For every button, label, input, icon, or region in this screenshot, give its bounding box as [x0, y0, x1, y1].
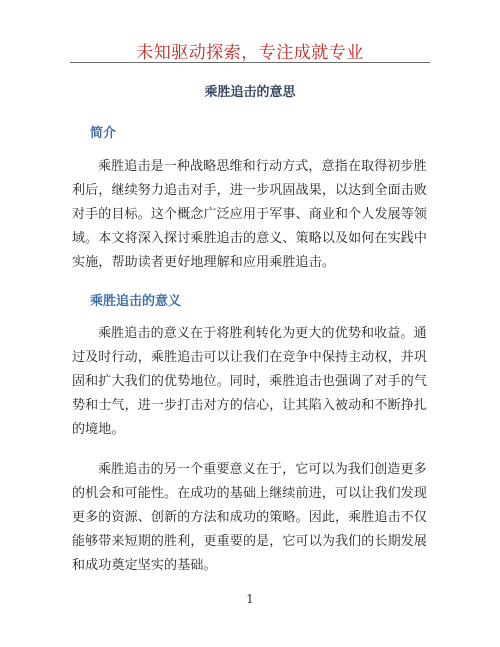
page-number: 1 — [246, 592, 254, 606]
header-divider — [70, 62, 430, 63]
section-heading-intro: 简介 — [90, 126, 117, 141]
meaning-paragraph-1: 乘胜追击的意义在于将胜利转化为更大的优势和收益。通过及时行动，乘胜追击可以让我们在竞争中保持主动权，并巩固和扩大我们的优势地位。同时，乘胜追击也强调了对手的气势和士气，进一步打击对方的信心，让其陷入被动和不断挣扎的境地。 — [72, 326, 428, 437]
intro-paragraph: 乘胜追击是一种战略思维和行动方式，意指在取得初步胜利后，继续努力追击对手，进一步巩固战果，以达到全面击败对手的目标。这个概念广泛应用于军事、商业和个人发展等领域。本文将深入探讨乘胜追击的意义、策略以及如何在实践中实施，帮助读者更好地理解和应用乘胜追击。 — [72, 159, 428, 270]
section-heading-meaning: 乘胜追击的意义 — [90, 294, 182, 309]
meaning-paragraph-2: 乘胜追击的另一个重要意义在于，它可以为我们创造更多的机会和可能性。在成功的基础上继续前进，可以让我们发现更多的资源、创新的方法和成功的策略。因此，乘胜追击不仅能够带来短期的胜利，更重要的是，它可以为我们的长期发展和成功奠定坚实的基础。 — [72, 462, 428, 573]
document-title: 乘胜追击的意思 — [204, 85, 296, 100]
header-banner: 未知驱动探索，专注成就专业 — [136, 43, 364, 63]
